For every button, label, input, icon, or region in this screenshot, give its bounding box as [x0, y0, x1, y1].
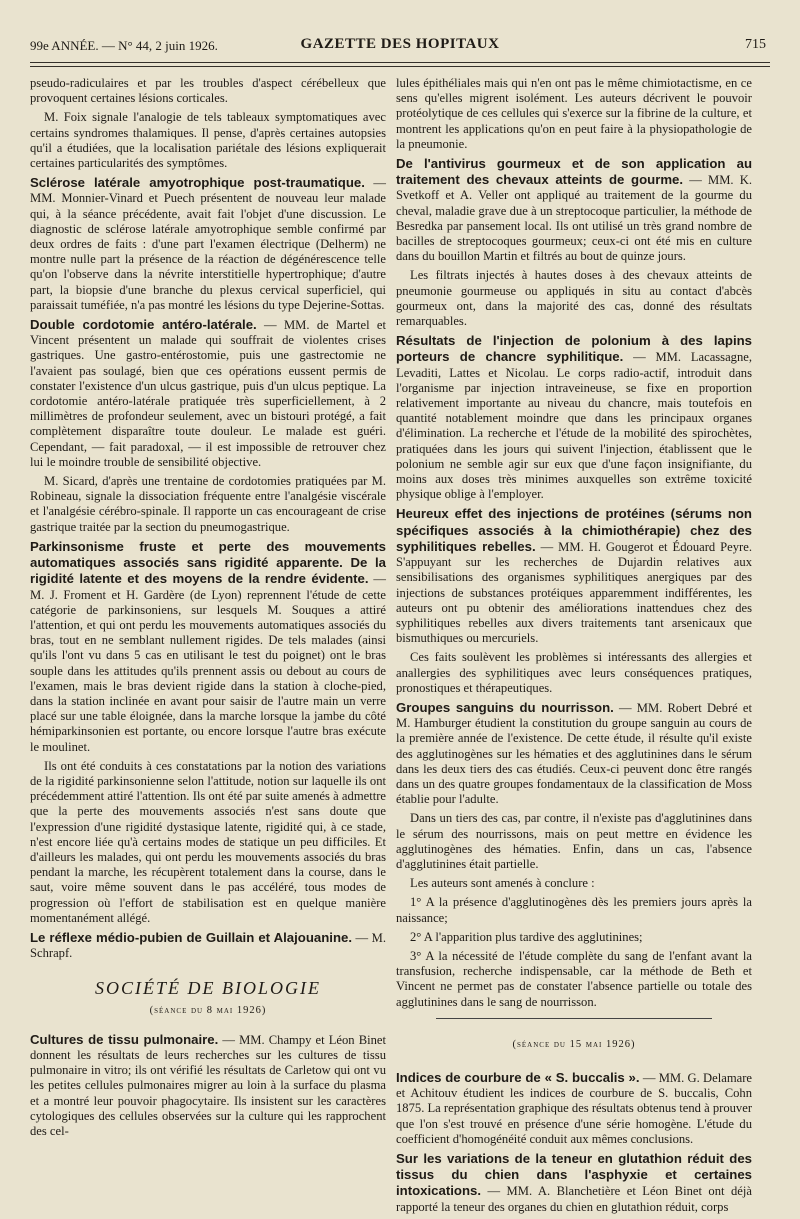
paragraph: Ces faits soulèvent les problèmes si intéressants des allergies et anallergies des syphilitiques avec leurs conséquences pratiques, pronostiques et thérapeutiques. [396, 650, 752, 695]
header-rule-double [30, 66, 770, 67]
section-glutathion [396, 1151, 752, 1215]
section-body: — MM. A. Blanchetière et Léon Binet ont déjà rapporté la teneur des organes du chien en glutathion réduit, corps [396, 1184, 752, 1214]
section-parkinsonisme [30, 539, 386, 755]
society-heading: SOCIÉTÉ DE BIOLOGIE [95, 978, 321, 999]
page-number: 715 [745, 37, 766, 52]
section-body: — MM. K. Svetkoff et A. Veller ont appliqué au traitement de la gourme du cheval, maladie grave due à un streptocoque particulier, la méthode de Besredka par pansement local. Ils ont utilisé un très grand nombre de bacilles de streptocoques gourmeux; ceux-ci ont été mis en culture dans du bouillon Martin et filtrés au bout de quinze jours. [396, 173, 752, 264]
section-cultures [30, 1032, 386, 1139]
section-indices [396, 1070, 752, 1147]
section-proteines [396, 506, 752, 646]
section-antivirus [396, 156, 752, 264]
section-divider [436, 1018, 712, 1019]
section-title: Sur les variations de la teneur en glutathion réduit des tissus du chien dans l'asphyxie et certaines intoxications. [396, 1151, 752, 1199]
left-column [30, 76, 386, 1143]
section-title: Sclérose latérale amyotrophique post-traumatique. [30, 175, 365, 191]
section-body: — MM. G. Delamare et Achitouv étudient les indices de courbure de S. buccalis, Cohn 1875. La représentation graphique des résultats obtenus tend à prouver que l'on s'est trouvé en présence d'une série homogène. L'étude du coefficient d'homogénéité conduit aux mêmes conclusions. [396, 1070, 753, 1146]
paragraph: lules épithéliales mais qui n'en ont pas le même chimiotactisme, en ce sens qu'elles migrent isolément. Les auteurs décrivent le pouvoir protéolytique de ces cellules qui s'exerce sur la fibrine de la culture, et montrent les applications qu'on en peut faire à la physiopathologie de la pneumonie. [396, 76, 752, 151]
section-body: — MM. Lacassagne, Levaditi, Lattes et Nicolau. Le corps radio-actif, introduit dans l'organisme par injection intraveineuse, se fixe en proportion relativement importante au niveau du chancre, mais toutefois en quantité notablement moindre que dans les principaux organes d'élimination. La recherche et l'étude de la mobilité des spirochètes, pratiquées dans les jours qui suivent l'injection, établissent que le polonium ne semble agir sur eux que d'une façon insignifiante, du moins aux doses très minimes auxquelles son extrême toxicité physique oblige à l'employer. [396, 350, 753, 502]
section-title: Le réflexe médio-pubien de Guillain et Alajouanine. [30, 929, 352, 945]
seance-date: (séance du 15 mai 1926) [512, 1038, 636, 1050]
section-title: Indices de courbure de « S. buccalis ». [396, 1069, 640, 1085]
section-body: — MM. H. Gougerot et Édouard Peyre. S'appuyant sur les recherches de Dujardin relatives aux sensibilisations des organismes syphilitiques anergiques par des injections de substances protéiques apparemment indifférentes, les auteurs ont pu obtenir des améliorations inattendues chez des syphilitiques rebelles aux divers traitements tant arsenicaux que bismuthiques ou mercuriels. [396, 539, 752, 646]
section-body: — MM. Monnier-Vinard et Puech présentent de nouveau leur malade qui, à la séance précédente, avait fait l'objet d'une discussion. Le diagnostic de sclérose latérale amyotrophique semble confirmé par deux ordres de faits : d'une part l'examen électrique (Delherm) ne montre nulle part la présence de la réaction de dégénérescence telle qu'on l'observe dans la névrite interstitielle hypertrophique; d'autre part, la biopsie d'une branche du plexus cervical superficiel, qui paraissait tuméfiée, n'a pas montré les lésions du type Dejerine-Sottas. [30, 176, 386, 312]
section-title: Parkinsonisme fruste et perte des mouvements automatiques associés sans rigidité apparente. De la rigidité latente et des moyens de la rendre évidente. [30, 538, 386, 587]
seance-date: (séance du 8 mai 1926) [149, 1004, 267, 1016]
paragraph: pseudo-radiculaires et par les troubles d'aspect cérébelleux que provoquent certaines lésions corticales. [30, 76, 386, 106]
list-item: 1° A la présence d'agglutinogènes dès les premiers jours après la naissance; [396, 895, 752, 925]
section-reflexe [30, 930, 386, 961]
section-title: Heureux effet des injections de protéines (sérums non spécifiques associés à la chimiothérapie) chez des syphilitiques rebelles. [396, 506, 752, 554]
section-polonium [396, 333, 752, 502]
section-body: — M. Schrapf. [30, 930, 386, 961]
paragraph: Les filtrats injectés à hautes doses à des chevaux atteints de pneumonie gourmeuse ou appliqués in situ au contact d'abcès gourmeux ont, dans la majorité des cas, donné des résultats remarquables. [396, 268, 752, 329]
section-sla [30, 175, 386, 313]
section-title: De l'antivirus gourmeux et de son application au traitement des chevaux atteints de gourme. [396, 156, 752, 188]
journal-title: GAZETTE DES HOPITAUX [300, 36, 500, 52]
section-title: Groupes sanguins du nourrisson. [396, 699, 614, 715]
section-body: — MM. de Martel et Vincent présentent un malade qui souffrait de violentes crises gastriques. Une gastro-entérostomie, puis une gastrectomie ne l'avaient pas soulagé, bien que ces opérations eussent permis de constater l'existence d'un ulcus gastrique, puis d'un ulcus peptique. La cordotomie antéro-latérale pratiquée très superficiellement, à 2 millimètres de profondeur seulement, avec un bistouri protégé, a fait complètement disparaître toute douleur. Le malade est guéri. Cependant, — fait paradoxal, — il est impossible de retrouver chez lui le moindre trouble de sensibilité objective. [30, 318, 387, 469]
issue-info: 99e ANNÉE. — N° 44, 2 juin 1926. [30, 38, 218, 53]
header-rule [30, 62, 770, 63]
section-title: Résultats de l'injection de polonium à des lapins porteurs de chancre syphilitique. [396, 333, 752, 365]
section-body: — MM. Robert Debré et M. Hamburger étudient la constitution du groupe sanguin au cours de la première année de l'existence. De cette étude, il résulte qu'il existe des agglutinogènes sur les hématies et des agglutinines dans le sérum dans les deux tiers des cas étudiés. Ceux-ci peuvent donc être rangés dans un des quatre groupes fondamentaux de la classification de Moss établie pour l'adulte. [396, 700, 752, 807]
paragraph: Les auteurs sont amenés à conclure : [410, 876, 595, 891]
list-item: 3° A la nécessité de l'étude complète du sang de l'enfant avant la transfusion, recherche indispensable, car la méthode de Beth et Vincent ne permet pas de constater l'absence partielle ou totale des agglutinines dans le sang de nourrisson. [396, 948, 752, 1009]
list-item: 2° A l'apparition plus tardive des agglutinines; [410, 929, 643, 944]
paragraph: Dans un tiers des cas, par contre, il n'existe pas d'agglutinines dans le sérum des nourrissons, mais on peut mettre en évidence les agglutinogènes des hématies. Enfin, dans un cas, l'absence d'agglutinines était partielle. [396, 811, 752, 871]
section-cordotomie [30, 317, 386, 470]
paragraph: Ils ont été conduits à ces constatations par la notion des variations de la rigidité parkinsonienne selon l'attitude, notion sur laquelle ils ont précédemment attiré l'attention. Ils ont été par suite amenés à admettre que la perte des mouvements associés n'est sans doute que l'expression d'une rigidité dystasique latente, rigidité qui, à ce stade, n'est encore liée qu'à certains modes de statique un peu difficiles. Et d'ailleurs les malades, qui ont perdu les mouvements associés du bras pendant la marche, les récupèrent totalement dans la course, dans le saut, voire même souvent dans le pas accéléré, tous modes de progression où l'effort de stabilisation est en quelque manière momentanément allégé. [30, 758, 386, 925]
section-title: Double cordotomie antéro-latérale. [30, 317, 257, 333]
section-body: — MM. Champy et Léon Binet donnent les résultats de leurs recherches sur les cultures de tissu pulmonaire in vitro; ils ont vérifié les résultats de Carletow qui ont vu les petites cellules pulmonaires migrer au loin à la surface du plasma et a montré leur pouvoir phagocytaire. Ils insistent sur les caractères cytologiques des cellules observées sur la culture qui les rapprochent des cel- [30, 1032, 386, 1138]
section-title: Cultures de tissu pulmonaire. [30, 1031, 219, 1047]
paragraph: M. Foix signale l'analogie de tels tableaux symptomatiques avec certains syndromes thalamiques. Il pense, d'après certaines autopsies qu'il a étudiées, que la localisation pariétale des lésions expliquerait certaines particularités des symptômes. [30, 110, 386, 171]
paragraph: M. Sicard, d'après une trentaine de cordotomies pratiquées par M. Robineau, signale la dissociation fréquente entre l'analgésie viscérale et l'analgésie cérébro-spinale. Il rapporte un cas encourageant de crise gastrique traitée par la section du pneumogastrique. [30, 474, 386, 534]
right-column [396, 76, 752, 1219]
section-groupes-sanguins [396, 700, 752, 807]
section-body: — M. J. Froment et H. Gardère (de Lyon) reprennent l'étude de cette catégorie de parkinsoniens, sur lesquels M. Souques a attiré l'attention, et qui ont perdu les mouvements automatiques associés du bras, tout en ne semblant nullement rigides. De tels malades (ainsi qu'ils l'ont vu dans 5 cas en utilisant le test du poignet) ont le bras souple dans les attitudes qu'ils prennent assis ou debout au cours de l'examen, mais le bras devient rigide dans la station à cloche-pied, dans la station inclinée en avant pour saisir de l'autre main un verre placé sur une table éloignée, dans la marche lorsque la jambe du côté hémiparkinsonien est portante, ou encore lorsque l'autre bras exécute le moulinet. [30, 572, 386, 754]
page-header [30, 34, 770, 58]
